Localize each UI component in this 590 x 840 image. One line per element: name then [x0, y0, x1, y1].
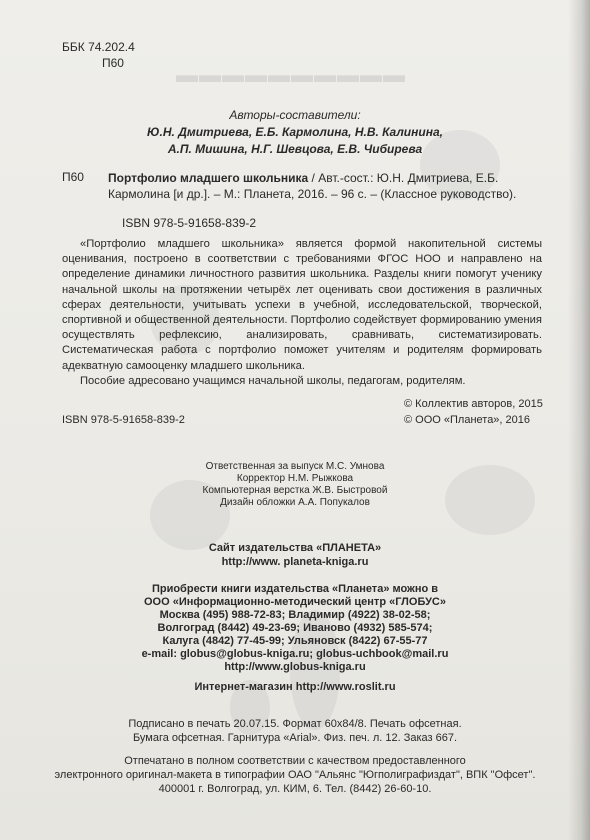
show-through-heading: ▬▬▬▬▬▬▬▬▬▬: [175, 62, 405, 87]
bibliography-code: П60: [62, 170, 84, 184]
bibliography-record: [108, 170, 548, 202]
abstract: [62, 237, 542, 389]
book-title: Портфолио младшего школьника: [108, 171, 309, 185]
printing-line-1: Отпечатано в полном соответствии с качеством предоставленного: [124, 755, 466, 767]
publisher-site-label: Сайт издательства «ПЛАНЕТА»: [208, 542, 382, 554]
distributor-line-4: Волгоград (8442) 49-23-69; Иваново (4932) 585-574;: [157, 622, 433, 634]
copyright-isbn: ISBN 978-5-91658-839-2: [62, 414, 185, 426]
page-edge-shadow: [568, 0, 590, 840]
authors-label: Авторы-составители:: [229, 108, 361, 122]
staff-layout: Компьютерная верстка Ж.В. Быстровой: [202, 485, 388, 496]
copyright-authors: © Коллектив авторов, 2015: [404, 398, 543, 410]
abstract-paragraph-2: Пособие адресовано учащимся начальной школы, педагогам, родителям.: [80, 374, 466, 387]
staff-cover: Дизайн обложки А.А. Попукалов: [220, 497, 370, 508]
copyright-publisher: © ООО «Планета», 2016: [404, 414, 531, 426]
printing-line-3: 400001 г. Волгоград, ул. КИМ, 6. Тел. (8442) 26-60-10.: [158, 783, 432, 795]
authors-line-1: Ю.Н. Дмитриева, Е.Б. Кармолина, Н.В. Калинина,: [147, 125, 443, 139]
staff-editor: Ответственная за выпуск М.С. Умнова: [205, 461, 385, 472]
distributor-line-2: ООО «Информационно-методический центр «ГЛОБУС»: [143, 596, 446, 608]
publisher-site-url: http://www. planeta-kniga.ru: [221, 556, 369, 568]
distributor-url: http://www.globus-kniga.ru: [224, 661, 366, 673]
isbn: ISBN 978-5-91658-839-2: [122, 216, 257, 230]
signing-line-2: Бумага офсетная. Гарнитура «Arial». Физ. печ. л. 12. Заказ 667.: [132, 732, 458, 744]
distributor-line-3: Москва (495) 988-72-83; Владимир (4922) 38-02-58;: [159, 609, 431, 621]
author-mark: П60: [102, 56, 124, 70]
abstract-paragraph-1: «Портфолио младшего школьника» является формой накопительной системы оценивания, построено в соответствии с требованиями ФГОС НОО и направлено на определение динамики личностного развития школьника. Разделы книги помогут ученику начальной школы на протяжении четырёх лет оценивать свои достижения в различных сферах деятельности, учитывать успехи в учебной, исследовательской, творческой, спортивной и общественной деятельности. Портфолио содействует формированию умения осуществлять рефлексию, анализировать, сравнивать, систематизировать. Систематическая работа с портфолио поможет учителям и родителям формировать адекватную самооценку младшего школьника.: [62, 238, 542, 372]
signing-line-1: Подписано в печать 20.07.15. Формат 60x84/8. Печать офсетная.: [128, 718, 462, 730]
distributor-line-1: Приобрести книги издательства «Планета» можно в: [151, 583, 439, 595]
online-shop: Интернет-магазин http://www.roslit.ru: [194, 681, 396, 693]
distributor-email: e-mail: globus@globus-kniga.ru; globus-uchbook@mail.ru: [141, 648, 449, 660]
printing-line-2: электронного оригинал-макета в типографии ОАО "Альянс "Югполиграфиздат", ВПК "Офсет".: [54, 769, 536, 781]
distributor-line-5: Калуга (4842) 77-45-99; Ульяновск (8422) 67-55-77: [162, 635, 428, 647]
authors-line-2: А.П. Мишина, Н.Г. Шевцова, Е.В. Чибирева: [167, 142, 423, 156]
staff-corrector: Корректор Н.М. Рыжкова: [236, 473, 354, 484]
bbk-code: ББК 74.202.4: [62, 40, 135, 54]
bibliography-text: / Авт.-сост.: Ю.Н. Дмитриева, Е.Б. Кармолина [и др.]. – М.: Планета, 2016. – 96 с. – (Классное руководство).: [108, 171, 517, 201]
